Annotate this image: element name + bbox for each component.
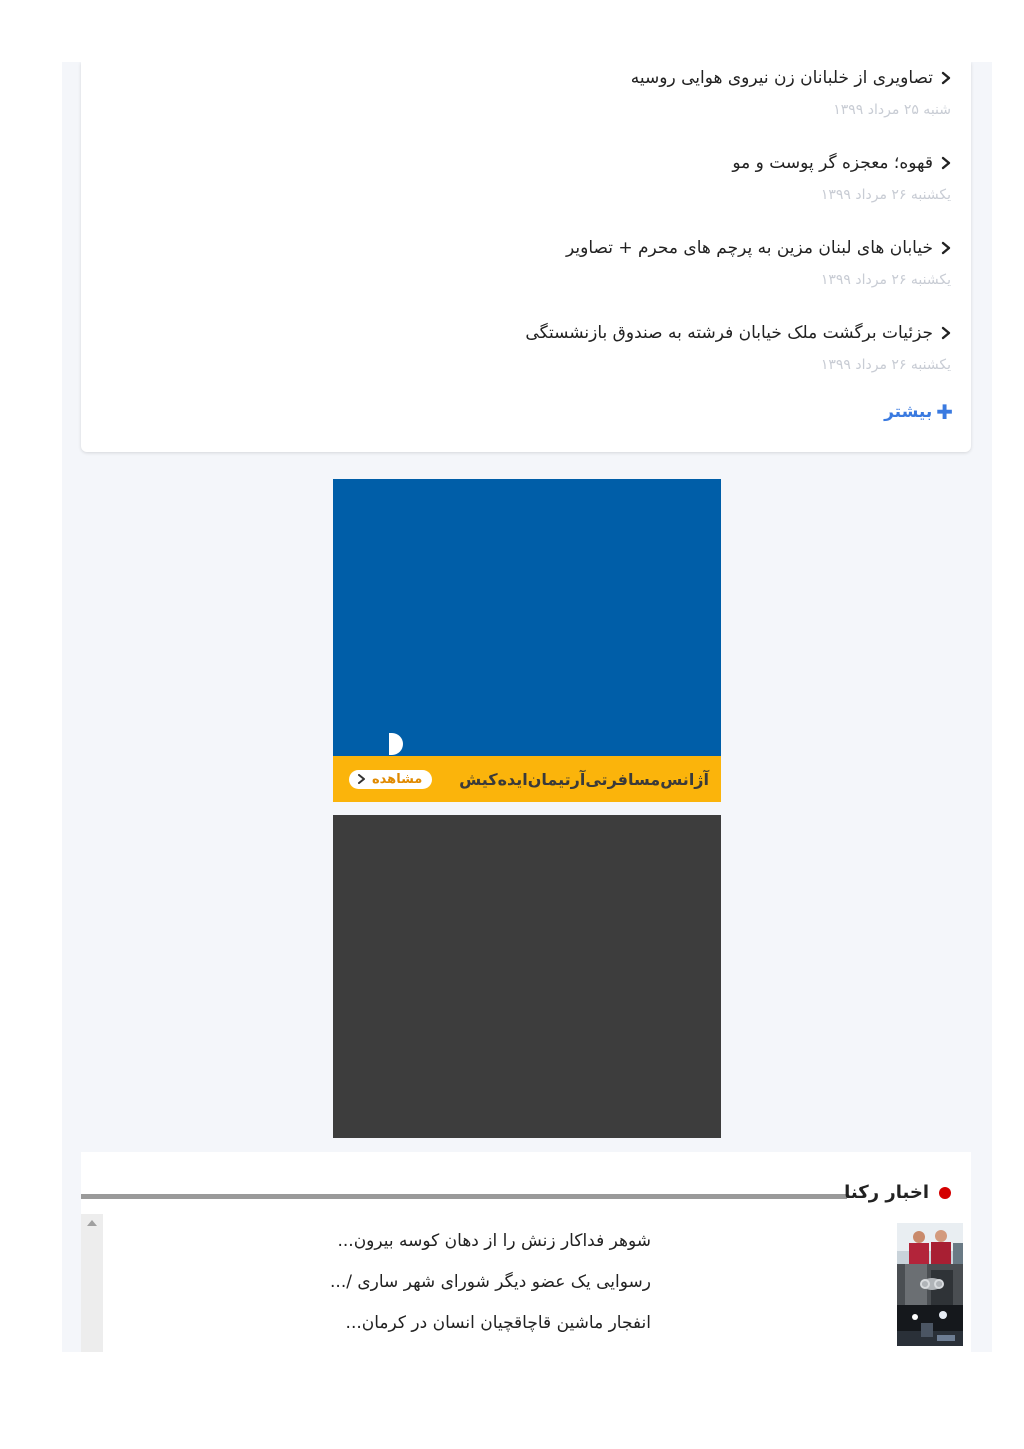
- news-item-title[interactable]: [525, 323, 953, 343]
- section-divider: [81, 1194, 847, 1199]
- rokna-header: [844, 1182, 951, 1203]
- rokna-item[interactable]: [103, 1223, 963, 1264]
- news-thumbnail[interactable]: [897, 1223, 963, 1264]
- news-item-title-text: جزئیات برگشت ملک خیابان فرشته به صندوق بازنشستگی: [525, 323, 933, 343]
- more-link-label: بیشتر: [884, 402, 933, 422]
- ad-view-button[interactable]: [349, 770, 432, 789]
- rokna-item-title[interactable]: رسوایی یک عضو دیگر شورای شهر ساری /...: [330, 1272, 651, 1292]
- rokna-item-title[interactable]: انفجار ماشین قاچاقچیان انسان در کرمان...: [345, 1313, 651, 1333]
- news-item-title[interactable]: [631, 68, 953, 88]
- scrollbar[interactable]: [81, 1214, 103, 1352]
- news-item-title[interactable]: [732, 153, 953, 173]
- news-item-title-text: خیابان های لبنان مزین به پرچم های محرم + تصاویر: [566, 238, 933, 258]
- ad-placeholder[interactable]: [333, 815, 721, 1138]
- news-item[interactable]: [525, 323, 953, 373]
- ad-view-button-label: مشاهده: [372, 771, 423, 787]
- rokna-item[interactable]: [103, 1264, 963, 1305]
- news-thumbnail[interactable]: [897, 1305, 963, 1346]
- news-thumbnail[interactable]: [897, 1264, 963, 1305]
- ad-banner[interactable]: [333, 479, 721, 802]
- rokna-news-box: [81, 1152, 971, 1352]
- scroll-up-arrow-icon[interactable]: [87, 1220, 97, 1226]
- more-link[interactable]: [884, 402, 953, 422]
- news-item-date: شنبه ۲۵ مرداد ۱۳۹۹: [833, 102, 951, 118]
- chevron-left-icon: [357, 774, 366, 784]
- chevron-left-icon: [939, 326, 953, 340]
- news-list-card: [81, 62, 971, 452]
- ad-banner-bar: [333, 756, 721, 802]
- news-item-date: یکشنبه ۲۶ مرداد ۱۳۹۹: [820, 357, 951, 373]
- red-dot-icon: [939, 1187, 951, 1199]
- chevron-left-icon: [939, 71, 953, 85]
- rokna-item[interactable]: [103, 1305, 963, 1346]
- news-item-date: یکشنبه ۲۶ مرداد ۱۳۹۹: [820, 272, 951, 288]
- news-item[interactable]: [732, 153, 953, 203]
- chevron-left-icon: [939, 156, 953, 170]
- logo-fragment-icon: [389, 733, 403, 755]
- chevron-left-icon: [939, 241, 953, 255]
- news-item-title-text: تصاویری از خلبانان زن نیروی هوایی روسیه: [630, 68, 933, 88]
- page-column: [62, 62, 992, 1352]
- rokna-title: اخبار رکنا: [844, 1182, 929, 1203]
- news-item[interactable]: [631, 68, 953, 118]
- news-item[interactable]: [566, 238, 953, 288]
- news-item-title[interactable]: [566, 238, 953, 258]
- news-item-title-text: قهوه؛ معجزه گر پوست و مو: [732, 153, 933, 173]
- ad-banner-text: آژانس‌مسافرتی‌آرتیمان‌ایده‌کیش: [459, 769, 709, 789]
- plus-icon: ✚: [936, 400, 953, 424]
- rokna-item-title[interactable]: شوهر فداکار زنش را از دهان کوسه بیرون...: [337, 1231, 651, 1251]
- news-item-date: یکشنبه ۲۶ مرداد ۱۳۹۹: [820, 187, 951, 203]
